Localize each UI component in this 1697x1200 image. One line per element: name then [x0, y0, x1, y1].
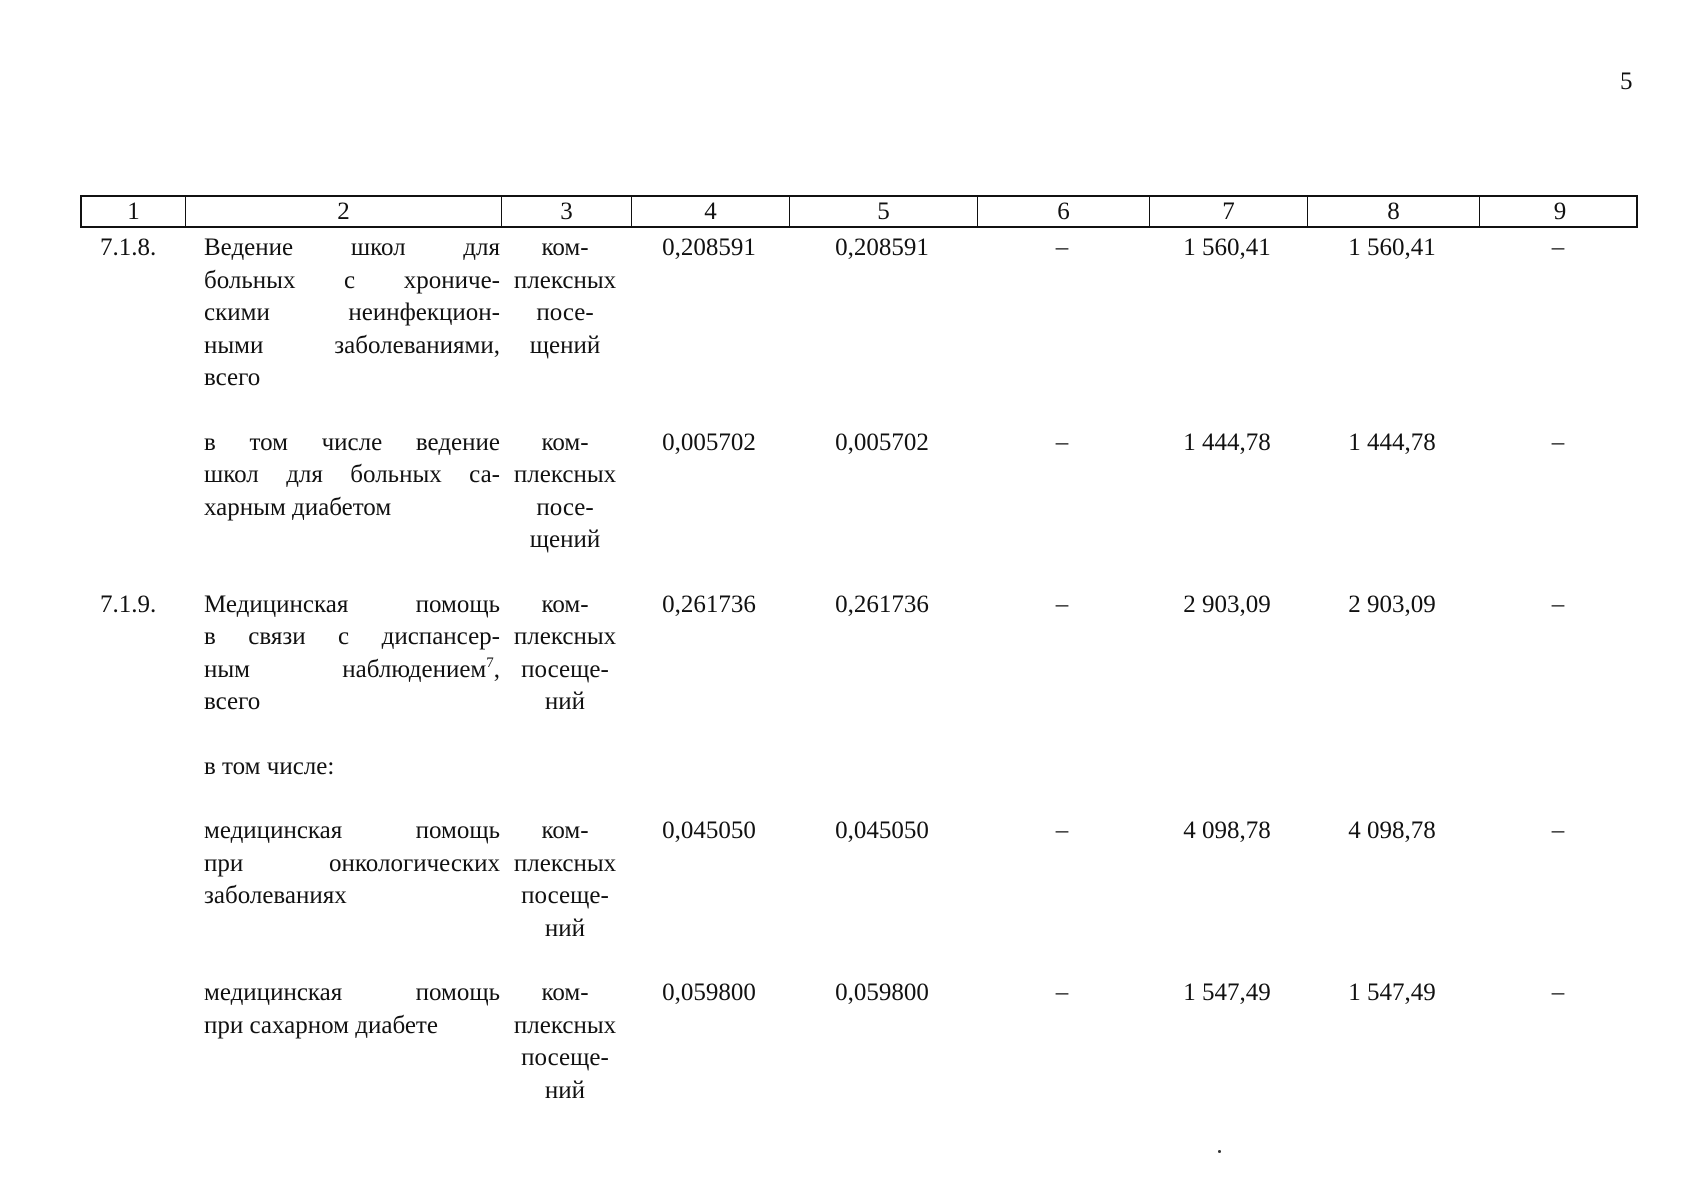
stray-dot	[1218, 1150, 1221, 1153]
row-col-6: –	[1055, 590, 1069, 618]
row-number	[80, 815, 184, 945]
row-unit-line: посеще-	[521, 882, 609, 909]
row-unit	[500, 232, 630, 395]
row-name-line: медицинская помощь	[204, 979, 500, 1006]
header-col-8: 8	[1308, 197, 1480, 227]
row-unit-line: ком-	[541, 590, 589, 618]
header-col-5: 5	[790, 197, 978, 227]
row-name-line	[204, 654, 500, 687]
row-col-4: 0,208591	[662, 234, 756, 261]
row-unit-line: плексных	[513, 849, 617, 877]
row-unit-line: щений	[529, 331, 601, 359]
row-number: 7.1.9.	[100, 590, 157, 618]
row-unit	[500, 977, 630, 1107]
header-col-9: 9	[1553, 198, 1567, 225]
table-row	[80, 589, 1638, 719]
row-col-7: 1 444,78	[1183, 428, 1271, 456]
header-col-3: 3	[502, 197, 632, 227]
table-row	[80, 815, 1638, 945]
row-col-7: 2 903,09	[1183, 590, 1271, 618]
row-col-6: –	[1055, 817, 1069, 844]
header-col-7: 7	[1150, 197, 1308, 227]
row-name-line: всего	[204, 364, 261, 391]
row-number	[80, 751, 184, 784]
footnote-mark: 7	[486, 654, 494, 671]
row-number	[80, 977, 184, 1107]
row-col-5: 0,261736	[835, 590, 929, 618]
row-unit-line: посе-	[536, 299, 594, 326]
row-name-line: всего	[204, 688, 261, 715]
row-name	[184, 751, 500, 784]
row-col-5: 0,045050	[835, 817, 929, 844]
row-name-line: Медицинская помощь	[204, 590, 500, 618]
row-number: 7.1.8.	[100, 234, 157, 261]
row-name	[184, 815, 500, 945]
row-name-comma: ,	[493, 655, 500, 683]
row-unit-line: плексных	[513, 266, 617, 294]
row-name	[184, 589, 500, 719]
row-name	[184, 232, 500, 395]
row-col-8: 1 560,41	[1348, 234, 1436, 261]
row-unit-line: плексных	[513, 1011, 617, 1039]
row-col-6: –	[1055, 428, 1069, 456]
row-col-9: –	[1551, 817, 1565, 844]
row-name-line: харным диабетом	[204, 493, 392, 521]
row-name-line: в том числе:	[204, 752, 335, 780]
row-col-9: –	[1551, 979, 1565, 1006]
row-col-9: –	[1551, 234, 1565, 261]
row-col-4: 0,045050	[662, 817, 756, 844]
row-unit-line: ком-	[541, 817, 589, 844]
row-unit-line: посеще-	[521, 655, 609, 683]
row-name-line: при сахарном диабете	[204, 1011, 438, 1039]
row-name-line: ными заболеваниями,	[204, 331, 500, 359]
row-unit-line: щений	[529, 526, 601, 553]
row-col-4: 0,059800	[662, 979, 756, 1006]
row-col-8: 2 903,09	[1348, 590, 1436, 618]
row-col-6: –	[1055, 979, 1069, 1006]
header-col-1: 1	[82, 197, 186, 227]
row-name-line: больных с хрониче-	[204, 266, 500, 294]
row-unit-line: ний	[544, 688, 586, 715]
row-col-8: 4 098,78	[1348, 817, 1436, 844]
row-unit-line: плексных	[513, 623, 617, 650]
row-unit-line: ком-	[541, 979, 589, 1006]
row-unit-line: посе-	[536, 493, 594, 521]
row-name-text: ным наблюдением	[204, 655, 487, 683]
row-col-6: –	[1055, 234, 1069, 261]
row-col-7: 1 547,49	[1183, 979, 1271, 1006]
table-row	[80, 751, 1638, 784]
row-col-9: –	[1551, 428, 1565, 456]
table-row	[80, 427, 1638, 557]
row-name-line: школ для больных са-	[204, 461, 500, 488]
row-unit	[500, 589, 630, 719]
row-unit	[500, 427, 630, 557]
row-unit	[500, 815, 630, 945]
row-unit-line: плексных	[513, 461, 617, 488]
row-col-8: 1 547,49	[1348, 979, 1436, 1006]
row-col-4: 0,005702	[662, 428, 756, 456]
row-name-line: скими неинфекцион-	[204, 299, 500, 326]
row-col-5: 0,059800	[835, 979, 929, 1006]
table-body	[80, 232, 1638, 1107]
row-col-7: 1 560,41	[1183, 234, 1271, 261]
row-name	[184, 977, 500, 1107]
header-col-2: 2	[186, 197, 502, 227]
table-row	[80, 977, 1638, 1107]
table-row	[80, 232, 1638, 395]
row-unit-line: ком-	[541, 234, 589, 261]
row-unit-line: ком-	[541, 428, 589, 456]
header-col-6: 6	[978, 197, 1150, 227]
row-name-line: в том числе ведение	[204, 428, 500, 456]
row-col-9: –	[1551, 590, 1565, 618]
header-col-4: 4	[632, 197, 790, 227]
row-name-line: заболеваниях	[204, 882, 347, 909]
row-unit-line: посеще-	[521, 1044, 609, 1071]
row-name-line: при онкологических	[204, 849, 500, 877]
row-col-7: 4 098,78	[1183, 817, 1271, 844]
row-number	[80, 427, 184, 557]
row-col-8: 1 444,78	[1348, 428, 1436, 456]
table-header-row	[80, 195, 1638, 228]
row-name-line: Ведение школ для	[204, 234, 500, 261]
row-name	[184, 427, 500, 557]
row-name-line: в связи с диспансер-	[204, 623, 500, 650]
row-col-4: 0,261736	[662, 590, 756, 618]
row-unit-line: ний	[544, 1076, 586, 1104]
row-col-5: 0,208591	[835, 234, 929, 261]
row-name-line: медицинская помощь	[204, 817, 500, 844]
row-col-5: 0,005702	[835, 428, 929, 456]
row-unit-line: ний	[544, 914, 586, 942]
page-number: 5	[1620, 68, 1633, 95]
